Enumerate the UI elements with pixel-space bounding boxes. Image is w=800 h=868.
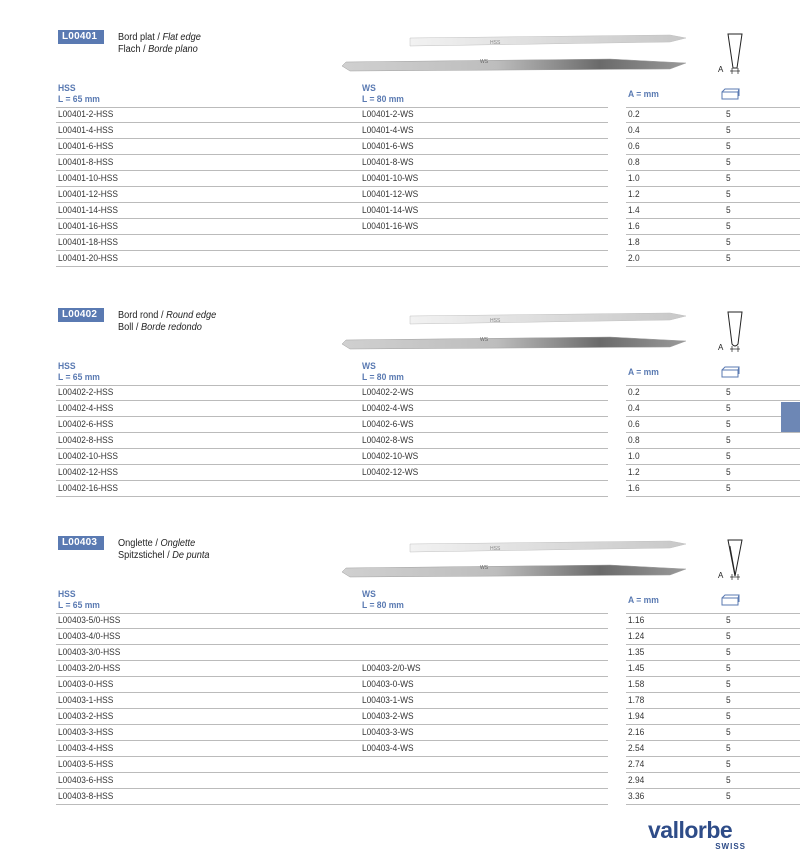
dimension-a-value: 1.35 [628,647,645,658]
dimension-a-value: 1.78 [628,695,645,706]
pack-quantity: 5 [726,403,731,414]
ws-article-number: L00403-2/0-WS [362,663,421,674]
pack-quantity: 5 [726,791,731,802]
tool-profile-icon [716,310,746,354]
dimension-a-value: 1.45 [628,663,645,674]
hss-article-number: L00401-6-HSS [58,141,114,152]
table-row [56,123,746,139]
hss-article-number: L00403-3/0-HSS [58,647,121,658]
hss-article-number: L00402-12-HSS [58,467,118,478]
row-divider [56,107,608,108]
tool-engraving-ws: WS [480,565,489,571]
ws-article-number: L00402-4-WS [362,403,414,414]
product-title-line2 [118,550,210,561]
title-plain: Onglette / [118,538,161,549]
hss-article-number: L00402-6-HSS [58,419,114,430]
dimension-a-value: 1.2 [628,189,640,200]
title-plain: Bord rond / [118,310,167,321]
brand-logo [648,817,748,851]
tool-engraving-ws: WS [480,337,489,343]
product-title-line1 [118,538,195,549]
ws-column-header [362,589,404,611]
dimension-a-value: 1.6 [628,221,640,232]
dimension-a-value: 1.24 [628,631,645,642]
dimension-a-value: 2.0 [628,253,640,264]
hss-article-number: L00403-6-HSS [58,775,114,786]
title-plain: Bord plat / [118,32,163,43]
a-column-header: A = mm [628,595,659,606]
ws-article-number: L00402-2-WS [362,387,414,398]
pack-quantity: 5 [726,435,731,446]
table-row [56,677,746,693]
tool-images [340,538,690,587]
pack-quantity: 5 [726,631,731,642]
title-italic: Borde plano [148,44,198,55]
ws-article-number: L00403-4-WS [362,743,414,754]
hss-article-number: L00402-4-HSS [58,403,114,414]
hss-article-number: L00402-16-HSS [58,483,118,494]
hss-header-label: HSS [58,83,76,94]
hss-article-number: L00401-10-HSS [58,173,118,184]
pack-quantity: 5 [726,109,731,120]
dimension-a-value: 3.36 [628,791,645,802]
product-title-line1 [118,310,216,321]
table-row [56,417,746,433]
tool-illustration [340,32,690,76]
dimension-a-value: 1.16 [628,615,645,626]
profile-dimension-label: A [718,343,724,352]
hss-header-length: L = 65 mm [58,372,100,383]
dimension-a-value: 1.8 [628,237,640,248]
tool-images [340,32,690,81]
table-row [56,107,746,123]
hss-article-number: L00402-10-HSS [58,451,118,462]
dimension-a-value: 1.2 [628,467,640,478]
tool-profile-icon [716,538,746,582]
pack-quantity: 5 [726,743,731,754]
dimension-a-value: 1.4 [628,205,640,216]
tool-engraving-ws: WS [480,59,489,65]
dimension-a-value: 0.2 [628,387,640,398]
hss-article-number: L00403-5-HSS [58,759,114,770]
table-row [56,465,746,481]
row-divider [626,613,800,614]
title-italic: Onglette [160,538,196,549]
ws-header-label: WS [362,83,376,94]
pack-quantity: 5 [726,419,731,430]
ws-article-number: L00403-1-WS [362,695,414,706]
ws-article-number: L00401-12-WS [362,189,419,200]
table-row [56,449,746,465]
pack-quantity: 5 [726,775,731,786]
product-title-line2 [118,322,202,333]
pack-quantity: 5 [726,387,731,398]
dimension-a-value: 0.6 [628,141,640,152]
box-icon [720,87,740,105]
a-column-header: A = mm [628,367,659,378]
table-row [56,661,746,677]
hss-header-label: HSS [58,361,76,372]
hss-article-number: L00401-12-HSS [58,189,118,200]
hss-header-length: L = 65 mm [58,600,100,611]
hss-article-number: L00401-18-HSS [58,237,118,248]
hss-article-number: L00403-5/0-HSS [58,615,121,626]
pack-quantity: 5 [726,189,731,200]
product-table [56,385,746,497]
hss-article-number: L00401-2-HSS [58,109,114,120]
title-plain: Flach / [118,44,149,55]
hss-article-number: L00402-2-HSS [58,387,114,398]
table-row [56,725,746,741]
table-row [56,235,746,251]
ws-article-number: L00401-14-WS [362,205,419,216]
ws-article-number: L00401-4-WS [362,125,414,136]
hss-article-number: L00403-2-HSS [58,711,114,722]
tool-illustration [340,538,690,582]
table-row [56,139,746,155]
product-table [56,613,746,805]
row-divider [56,496,608,497]
pack-quantity: 5 [726,157,731,168]
table-row [56,773,746,789]
title-plain: Spitzstichel / [118,550,173,561]
hss-column-header [58,83,100,105]
title-plain: Boll / [118,322,142,333]
table-row [56,789,746,805]
dimension-a-value: 0.8 [628,157,640,168]
dimension-a-value: 0.4 [628,403,640,414]
dimension-a-value: 2.54 [628,743,645,754]
product-title-line2 [118,44,198,55]
table-row [56,613,746,629]
dimension-a-value: 1.0 [628,173,640,184]
title-italic: De punta [172,550,210,561]
row-divider [56,804,608,805]
product-code-tag: L00402 [58,308,104,322]
table-row [56,757,746,773]
ws-article-number: L00402-12-WS [362,467,419,478]
dimension-a-value: 2.16 [628,727,645,738]
ws-article-number: L00401-6-WS [362,141,414,152]
tool-engraving-hss: HSS [490,546,501,552]
table-row [56,251,746,267]
pack-quantity: 5 [726,679,731,690]
ws-header-length: L = 80 mm [362,600,404,611]
profile-dimension-label: A [718,571,724,580]
ws-article-number: L00401-2-WS [362,109,414,120]
pack-quantity: 5 [726,253,731,264]
ws-article-number: L00402-10-WS [362,451,419,462]
title-italic: Borde redondo [141,322,202,333]
pack-quantity: 5 [726,483,731,494]
ws-article-number: L00402-8-WS [362,435,414,446]
hss-article-number: L00403-0-HSS [58,679,114,690]
hss-article-number: L00402-8-HSS [58,435,114,446]
product-code-tag: L00401 [58,30,104,44]
product-code-tag: L00403 [58,536,104,550]
dimension-a-value: 2.94 [628,775,645,786]
row-divider [56,385,608,386]
row-divider [56,613,608,614]
dimension-a-value: 1.94 [628,711,645,722]
hss-article-number: L00401-14-HSS [58,205,118,216]
table-row [56,171,746,187]
hss-article-number: L00403-2/0-HSS [58,663,121,674]
dimension-a-value: 1.6 [628,483,640,494]
hss-column-header [58,361,100,383]
ws-article-number: L00401-16-WS [362,221,419,232]
box-icon [720,365,740,383]
pack-quantity: 5 [726,615,731,626]
pack-quantity: 5 [726,141,731,152]
box-icon [720,593,740,611]
dimension-a-value: 0.2 [628,109,640,120]
hss-article-number: L00401-16-HSS [58,221,118,232]
dimension-a-value: 0.4 [628,125,640,136]
table-row [56,741,746,757]
dimension-a-value: 0.6 [628,419,640,430]
brand-subtitle: SWISS [715,842,746,851]
pack-quantity: 5 [726,759,731,770]
tool-engraving-hss: HSS [490,318,501,324]
table-row [56,693,746,709]
ws-header-label: WS [362,361,376,372]
tool-images [340,310,690,359]
row-divider [626,266,800,267]
ws-article-number: L00403-3-WS [362,727,414,738]
table-row [56,481,746,497]
pack-quantity: 5 [726,237,731,248]
brand-name: vallorbe [648,817,733,843]
hss-header-label: HSS [58,589,76,600]
table-row [56,645,746,661]
hss-article-number: L00403-1-HSS [58,695,114,706]
table-row [56,433,746,449]
hss-article-number: L00401-4-HSS [58,125,114,136]
pack-quantity: 5 [726,467,731,478]
ws-article-number: L00403-2-WS [362,711,414,722]
pack-quantity: 5 [726,727,731,738]
pack-quantity: 5 [726,205,731,216]
hss-article-number: L00403-3-HSS [58,727,114,738]
pack-quantity: 5 [726,125,731,136]
hss-article-number: L00403-8-HSS [58,791,114,802]
table-row [56,155,746,171]
hss-article-number: L00401-8-HSS [58,157,114,168]
ws-article-number: L00401-10-WS [362,173,419,184]
row-divider [626,107,800,108]
ws-article-number: L00403-0-WS [362,679,414,690]
dimension-a-value: 1.58 [628,679,645,690]
row-divider [626,385,800,386]
pack-quantity: 5 [726,221,731,232]
ws-header-length: L = 80 mm [362,94,404,105]
ws-column-header [362,361,404,383]
row-divider [626,804,800,805]
dimension-a-value: 2.74 [628,759,645,770]
pack-quantity: 5 [726,695,731,706]
title-italic: Round edge [166,310,217,321]
dimension-a-value: 1.0 [628,451,640,462]
ws-header-length: L = 80 mm [362,372,404,383]
section-tab-marker [781,402,800,432]
ws-column-header [362,83,404,105]
hss-article-number: L00403-4/0-HSS [58,631,121,642]
table-row [56,187,746,203]
ws-article-number: L00401-8-WS [362,157,414,168]
pack-quantity: 5 [726,451,731,462]
pack-quantity: 5 [726,173,731,184]
hss-column-header [58,589,100,611]
tool-profile-icon [716,32,746,76]
pack-quantity: 5 [726,663,731,674]
a-column-header: A = mm [628,89,659,100]
row-divider [56,266,608,267]
ws-article-number: L00402-6-WS [362,419,414,430]
hss-article-number: L00401-20-HSS [58,253,118,264]
table-row [56,385,746,401]
product-title-line1 [118,32,201,43]
table-row [56,203,746,219]
hss-header-length: L = 65 mm [58,94,100,105]
table-row [56,709,746,725]
title-italic: Flat edge [162,32,201,43]
profile-dimension-label: A [718,65,724,74]
tool-illustration [340,310,690,354]
table-row [56,401,746,417]
product-table [56,107,746,267]
table-row [56,629,746,645]
tool-engraving-hss: HSS [490,40,501,46]
pack-quantity: 5 [726,711,731,722]
table-row [56,219,746,235]
dimension-a-value: 0.8 [628,435,640,446]
pack-quantity: 5 [726,647,731,658]
row-divider [626,496,800,497]
hss-article-number: L00403-4-HSS [58,743,114,754]
ws-header-label: WS [362,589,376,600]
